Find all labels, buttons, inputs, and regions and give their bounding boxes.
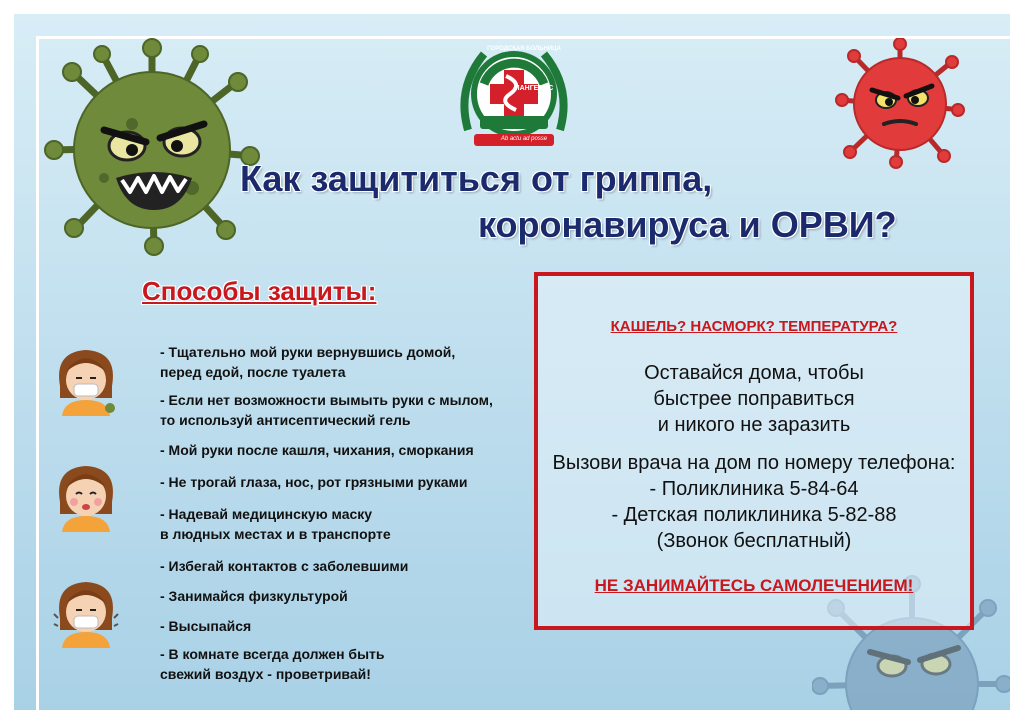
green-virus-icon [42, 38, 262, 258]
tip-line: в людных местах и в транспорте [160, 526, 391, 542]
tip-avoid-sick [160, 556, 540, 576]
stay-home-line-1: Оставайся дома, чтобы [644, 362, 864, 384]
info-box [534, 272, 974, 630]
tip-line: - Занимайся физкультурой [160, 588, 348, 604]
coughing-girl-icon [50, 458, 122, 532]
tip-line: - Если нет возможности вымыть руки с мылом, [160, 392, 493, 408]
phone-children-clinic: - Детская поликлиника 5-82-88 [611, 504, 897, 526]
tip-line: - Тщательно мой руки вернувшись домой, [160, 344, 456, 360]
tip-line: - Не трогай глаза, нос, рот грязными руками [160, 474, 468, 490]
tip-wash-hands [160, 342, 540, 382]
tip-antiseptic [160, 390, 540, 430]
tip-line: - Мой руки после кашля, чихания, сморкания [160, 442, 474, 458]
logo-motto: Ab actu ad posse [500, 136, 548, 142]
tip-line: - Избегай контактов с заболевшими [160, 558, 409, 574]
tip-line: перед едой, после туалета [160, 364, 346, 380]
tip-line: - Надевай медицинскую маску [160, 506, 373, 522]
sick-girl-icon [50, 342, 122, 416]
tip-exercise [160, 586, 540, 606]
tip-fresh-air [160, 644, 540, 684]
feverish-girl-icon [50, 574, 122, 648]
tip-sleep [160, 616, 540, 636]
red-virus-icon [834, 38, 966, 170]
stay-home-line-3: и никого не заразить [657, 414, 851, 436]
stay-home-line-2: быстрее поправиться [653, 388, 855, 410]
logo-ribbon-text: ЛАНГЕПАС [514, 85, 554, 92]
title-line-1: Как защититься от гриппа, [240, 158, 713, 199]
tip-dont-touch-face [160, 472, 540, 492]
poster [14, 14, 1010, 710]
free-call-note: (Звонок бесплатный) [656, 530, 852, 552]
tip-after-cough [160, 440, 540, 460]
tip-line: - Высыпайся [160, 618, 252, 634]
logo-arc-text: ГОРОДСКАЯ БОЛЬНИЦА [487, 46, 561, 52]
title-line-2: коронавируса и ОРВИ? [478, 204, 897, 245]
self-treatment-warning: НЕ ЗАНИМАЙТЕСЬ САМОЛЕЧЕНИЕМ! [594, 576, 914, 595]
info-box-heading: КАШЕЛЬ? НАСМОРК? ТЕМПЕРАТУРА? [610, 318, 898, 335]
tip-line: то используй антисептический гель [160, 412, 411, 428]
tip-line: свежий воздух - проветривай! [160, 666, 371, 682]
tip-wear-mask [160, 504, 540, 544]
tip-line: - В комнате всегда должен быть [160, 646, 385, 662]
section-heading: Способы защиты: [142, 276, 377, 306]
call-doctor-text: Вызови врача на дом по номеру телефона: [552, 452, 956, 474]
phone-clinic: - Поликлиника 5-84-64 [649, 478, 859, 500]
